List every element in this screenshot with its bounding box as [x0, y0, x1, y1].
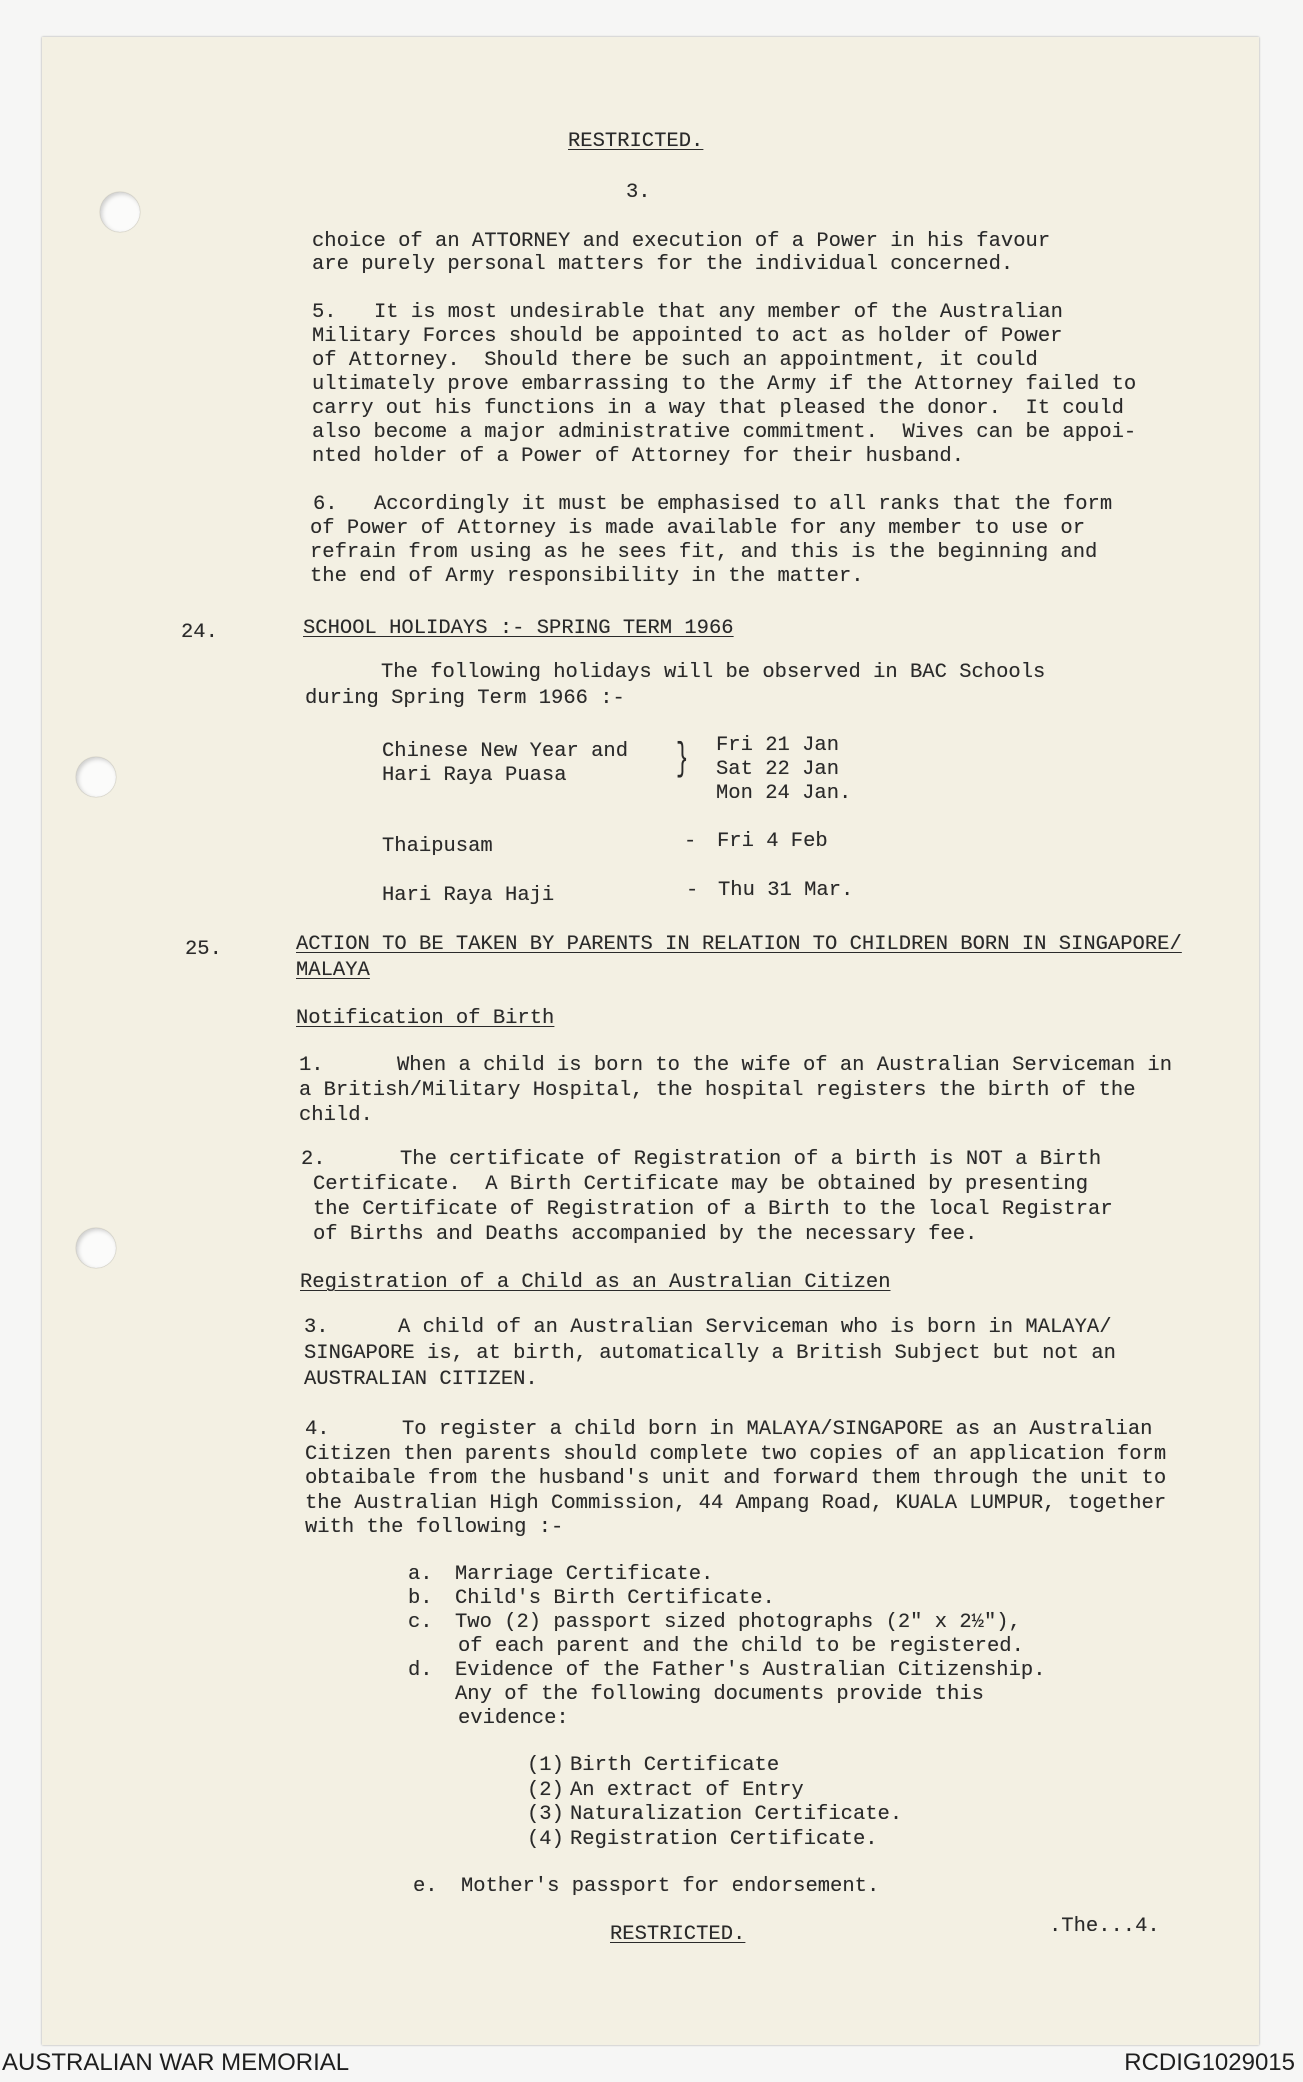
holiday-date-group: [716, 734, 851, 806]
children-born-heading: [296, 932, 1182, 984]
paragraph-line: the Certificate of Registration of a Birth to the local Registrar: [313, 1198, 1113, 1221]
page-number: 3.: [626, 181, 651, 204]
paragraph-line: AUSTRALIAN CITIZEN.: [304, 1368, 538, 1391]
list-item: [408, 1611, 1046, 1659]
list-item: [527, 1803, 902, 1828]
paragraph-line: refrain from using as he sees fit, and this is the beginning and: [310, 541, 1098, 564]
punch-hole: [100, 192, 140, 232]
paragraph-line: The following holidays will be observed in BAC Schools: [381, 661, 1046, 684]
list-item-text: Child's Birth Certificate.: [455, 1587, 775, 1610]
list-item: [408, 1659, 1046, 1731]
paragraph-line: of Power of Attorney is made available for any member to use or: [310, 517, 1086, 540]
attorney-continuation: [312, 230, 1050, 276]
paragraph-line: ultimately prove embarrassing to the Army if the Attorney failed to: [312, 373, 1137, 396]
paragraph-line: child.: [299, 1104, 373, 1127]
paragraph-first-line: [312, 301, 1136, 325]
list-item-row: [413, 1875, 879, 1899]
list-item-label: e.: [413, 1875, 438, 1898]
list-item-label: d.: [408, 1659, 433, 1682]
list-item-text: Registration Certificate.: [570, 1827, 878, 1851]
paragraph-number: 1.: [299, 1054, 324, 1077]
list-item-label: a.: [408, 1563, 433, 1586]
punch-hole: [76, 757, 116, 797]
requirements-list: [408, 1563, 1046, 1731]
continuation-marker: .The...4.: [1049, 1915, 1160, 1938]
paragraph-line: are purely personal matters for the individual concerned.: [312, 253, 1014, 276]
paragraph-line: It is most undesirable that any member of the Australian: [374, 301, 1063, 324]
paragraph-first-line: [299, 1053, 1172, 1078]
paragraph-line: obtaibale from the husband's unit and forward them through the unit to: [305, 1467, 1167, 1490]
holiday-date: Fri 21 Jan: [716, 734, 840, 757]
list-item-label: (2): [527, 1778, 564, 1802]
holiday-name: Thaipusam: [382, 835, 493, 858]
paragraph-first-line: [305, 1418, 1166, 1443]
date-group-brace: }: [676, 739, 689, 783]
archive-institution: AUSTRALIAN WAR MEMORIAL: [2, 2049, 350, 2076]
paragraph-line: the Australian High Commission, 44 Ampang Road, KUALA LUMPUR, together: [305, 1491, 1167, 1515]
paragraph-1: [299, 1053, 1172, 1128]
holiday-date: Mon 24 Jan.: [716, 782, 852, 805]
archive-reference: RCDIG1029015: [1124, 2049, 1295, 2076]
paragraph-number: 4.: [305, 1418, 330, 1441]
paragraph-2: [301, 1147, 1113, 1247]
list-item: [408, 1587, 1046, 1611]
paragraph-line: Certificate. A Birth Certificate may be obtained by presenting: [313, 1173, 1089, 1196]
registration-heading: Registration of a Child as an Australian Citizen: [300, 1271, 891, 1294]
paragraph-line: Accordingly it must be emphasised to all ranks that the form: [374, 493, 1113, 516]
list-item: [527, 1828, 902, 1853]
paragraph-line: during Spring Term 1966 :-: [305, 687, 625, 710]
list-item-label: (3): [527, 1803, 564, 1826]
paragraph-line: a British/Military Hospital, the hospital registers the birth of the: [299, 1079, 1136, 1102]
heading-line: ACTION TO BE TAKEN BY PARENTS IN RELATION TO CHILDREN BORN IN SINGAPORE/: [296, 933, 1182, 956]
list-item-text: An extract of Entry: [570, 1778, 804, 1802]
holiday-date: Thu 31 Mar.: [718, 879, 854, 902]
paragraph-line: nted holder of a Power of Attorney for their husband.: [312, 445, 965, 468]
list-item-text: Evidence of the Father's Australian Citizenship.: [455, 1659, 1046, 1682]
list-item: [413, 1875, 879, 1899]
list-item-label: b.: [408, 1587, 433, 1610]
paragraph-line: Military Forces should be appointed to act as holder of Power: [312, 325, 1063, 348]
holiday-dash: -: [684, 830, 697, 853]
paragraph-3: [304, 1315, 1116, 1393]
paragraph-5: [312, 301, 1136, 469]
holiday-name-group: [382, 740, 628, 788]
list-item: [408, 1563, 1046, 1587]
list-item-label: c.: [408, 1611, 433, 1634]
holiday-name: Chinese New Year and: [382, 740, 629, 763]
paragraph-number: 3.: [304, 1316, 329, 1339]
paragraph-number: 5.: [312, 301, 337, 324]
list-item-text: evidence:: [458, 1707, 569, 1730]
school-holidays-heading: SCHOOL HOLIDAYS :- SPRING TERM 1966: [303, 617, 734, 640]
paragraph-line: of Births and Deaths accompanied by the necessary fee.: [313, 1223, 978, 1246]
holidays-intro: [305, 660, 1045, 712]
list-item-text: Mother's passport for endorsement.: [461, 1875, 880, 1898]
holiday-date: Sat 22 Jan: [716, 758, 840, 781]
heading-line: MALAYA: [296, 959, 370, 982]
list-item-label: (4): [527, 1827, 564, 1851]
classification-footer: RESTRICTED.: [610, 1923, 746, 1946]
paragraph-line: the end of Army responsibility in the matter.: [310, 565, 864, 588]
paragraph-first-line: [301, 1147, 1113, 1172]
list-item-text: Two (2) passport sized photographs (2" x 2½"),: [455, 1611, 1021, 1634]
list-item-label: (1): [527, 1754, 564, 1777]
documents-list: [527, 1754, 902, 1852]
list-item-text: Any of the following documents provide this: [455, 1683, 984, 1706]
paragraph-line: of Attorney. Should there be such an appointment, it could: [312, 349, 1038, 372]
list-item-text: Naturalization Certificate.: [570, 1803, 903, 1826]
punch-hole: [76, 1228, 116, 1268]
holiday-dash: -: [686, 879, 699, 902]
list-item-text: Marriage Certificate.: [455, 1563, 714, 1586]
list-item-text: of each parent and the child to be registered.: [458, 1635, 1024, 1658]
item-number-24: 24.: [181, 621, 218, 644]
paragraph-line: A child of an Australian Serviceman who is born in MALAYA/: [398, 1316, 1112, 1339]
paragraph-line: with the following :-: [305, 1516, 564, 1539]
paragraph-line: To register a child born in MALAYA/SINGAPORE as an Australian: [402, 1418, 1153, 1441]
paragraph-first-line: [310, 493, 1112, 517]
list-item-text: Birth Certificate: [570, 1754, 780, 1777]
paragraph-6: [310, 493, 1112, 589]
paragraph-number: 6.: [313, 493, 338, 516]
paragraph-4: [305, 1418, 1166, 1541]
holiday-date: Fri 4 Feb: [717, 830, 828, 853]
holiday-name: Hari Raya Haji: [382, 884, 555, 907]
paragraph-line: choice of an ATTORNEY and execution of a Power in his favour: [312, 230, 1051, 253]
paragraph-first-line: [304, 1315, 1116, 1341]
classification-header: RESTRICTED.: [568, 130, 704, 153]
list-item: [527, 1779, 902, 1804]
paragraph-line: When a child is born to the wife of an Australian Serviceman in: [397, 1054, 1173, 1077]
item-number-25: 25.: [185, 938, 222, 961]
notification-heading: Notification of Birth: [296, 1007, 555, 1030]
paragraph-line: SINGAPORE is, at birth, automatically a British Subject but not an: [304, 1342, 1116, 1365]
paragraph-line: The certificate of Registration of a birth is NOT a Birth: [400, 1148, 1102, 1171]
paragraph-line: carry out his functions in a way that pleased the donor. It could: [312, 397, 1124, 420]
paragraph-line: Citizen then parents should complete two copies of an application form: [305, 1442, 1167, 1466]
paragraph-line: also become a major administrative commitment. Wives can be appoi-: [312, 421, 1137, 444]
list-item: [527, 1754, 902, 1779]
paragraph-number: 2.: [301, 1148, 326, 1171]
holiday-name: Hari Raya Puasa: [382, 764, 567, 787]
